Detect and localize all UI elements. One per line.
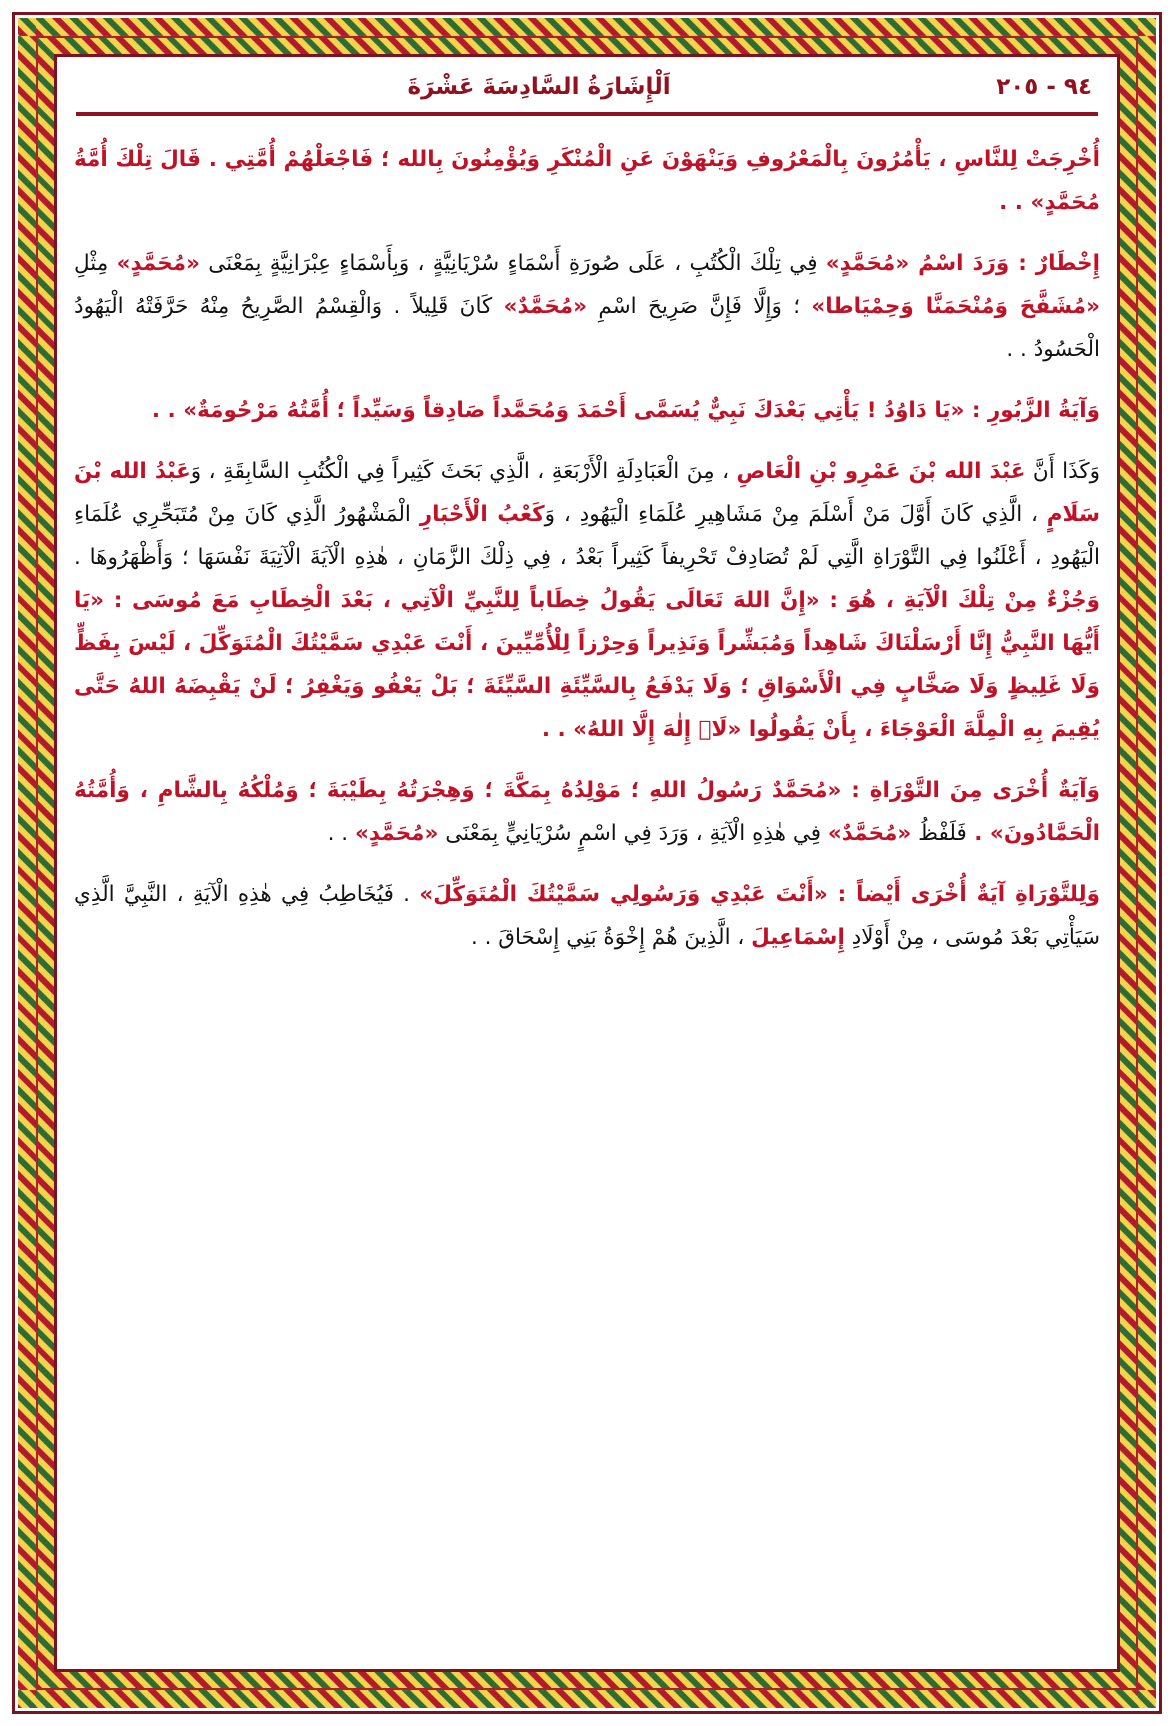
paragraph-5 <box>74 769 1100 855</box>
page-number: ٩٤ - ٢٠٥ <box>996 74 1092 100</box>
paragraph-2-name-muhammad-1: «مُحَمَّدٍ» <box>825 251 910 276</box>
paragraph-1-text: أُخْرِجَتْ لِلنَّاسِ ، يَأْمُرُونَ بِالْمَعْرُوفِ وَيَنْهَوْنَ عَنِ الْمُنْكَرِ وَيُؤْمِنُونَ بِالله ؛ فَاجْعَلْهُمْ أُمَّتِي . قَالَ تِلْكَ أُمَّةُ مُحَمَّدٍ» . . <box>74 147 1100 215</box>
paragraph-5-part-d: فِي هٰذِهِ الْآيَةِ ، وَرَدَ فِي اسْمٍ سُرْيَانِيٍّ بِمَعْنَى <box>438 821 828 846</box>
paragraph-2-part-c: فِي تِلْكَ الْكُتُبِ ، عَلَى صُورَةِ أَسْمَاءٍ سُرْيَانِيَّةٍ ، وَبِأَسْمَاءٍ عِبْرَانِيَّةٍ بِمَعْنَى <box>200 251 826 276</box>
page-content <box>52 52 1122 1674</box>
paragraph-2-part-i: كَانَ قَلِيلاً . وَالْقِسْمُ الصَّرِيحُ مِنْهُ حَرَّفَتْهُ الْيَهُودُ الْحَسُودُ . . <box>74 294 1100 362</box>
paragraph-1 <box>74 138 1100 224</box>
paragraph-2-part-g: ؛ وَإِلَّا فَإِنَّ صَرِيحَ اسْمِ <box>587 294 812 319</box>
page-title: اَلْإِشَارَةُ السَّادِسَةَ عَشْرَةَ <box>407 74 671 100</box>
paragraph-5-name-muhammad-1: «مُحَمَّدٌ» <box>827 821 912 846</box>
paragraph-4 <box>74 450 1100 751</box>
paragraph-6-part-e: ، الَّذِينَ هُمْ إِخْوَةُ بَنِي إِسْحَاقَ . . <box>470 925 752 950</box>
paragraph-4-part-a: وَكَذَا أَنَّ <box>1025 459 1101 484</box>
paragraph-2-name-muhammad-2: «مُحَمَّدٍ» <box>116 251 200 276</box>
paragraph-6 <box>74 873 1100 959</box>
paragraph-6-part-a: وَلِلتَّوْرَاةِ آيَةٌ أُخْرَى أَيْضاً : <box>827 882 1100 907</box>
paragraph-2-name-muhammad-3: «مُحَمَّدٌ» <box>503 294 588 319</box>
paragraph-2-part-a: إِخْطَارٌ : وَرَدَ اسْمُ <box>909 251 1100 276</box>
page-header <box>74 70 1100 100</box>
paragraph-5-part-f: . . <box>327 821 355 846</box>
paragraph-5-name-muhammad-2: «مُحَمَّدٍ» <box>354 821 439 846</box>
header-divider <box>76 112 1098 116</box>
paragraph-4-part-c: ، مِنَ الْعَبَادِلَةِ الْأَرْبَعَةِ ، الَّذِي بَحَثَ كَثِيراً فِي الْكُتُبِ السَّابِقَةِ ، وَ <box>190 459 737 484</box>
paragraph-3 <box>74 389 1100 432</box>
paragraph-4-name-kab-al-ahbar: كَعْبُ الْأَحْبَارِ <box>419 502 545 527</box>
paragraph-2-part-e: مِثْلِ <box>74 251 117 276</box>
paragraph-2 <box>74 242 1100 371</box>
paragraph-4-name-abdullah-ibn-amr: عَبْدَ الله بْنَ عَمْرِو بْنِ الْعَاصِ <box>736 459 1026 484</box>
paragraph-3-text: وَآيَةُ الزَّبُورِ : «يَا دَاوُدُ ! يَأْتِي بَعْدَكَ نَبِيٌّ يُسَمَّى أَحْمَدَ وَمُحَمَّداً صَادِقاً وَسَيِّداً ؛ أُمَّتُهُ مَرْحُومَةٌ» . . <box>151 398 1100 423</box>
paragraph-4-name-abdullah-ibn-salam: عَبْدُ الله بْنَ سَلَامٍ <box>74 459 1101 527</box>
paragraph-4-part-e: ، الَّذِي كَانَ أَوَّلَ مَنْ أَسْلَمَ مِنْ مَشَاهِيرِ عُلَمَاءِ الْيَهُودِ ، وَ <box>544 502 1047 527</box>
paragraph-2-syriac-names: «مُشَفَّحَ وَمُنْحَمَنَّا وَحِمْيَاطا» <box>811 294 1100 319</box>
paragraph-4-quotation: وَجُزْءٌ مِنْ تِلْكَ الْآيَةِ ، هُوَ : «إِنَّ اللهَ تَعَالَى يَقُولُ خِطَاباً لِلنَّبِيِّ الْآتِي ، بَعْدَ الْخِطَابِ مَعَ مُوسَى : «يَا أَيُّهَا النَّبِيُّ إِنَّا أَرْسَلْنَاكَ شَاهِداً وَمُبَشِّراً وَنَذِيراً وَحِرْزاً لِلْأُمِّيِّينَ ، أَنْتَ عَبْدِي سَمَّيْتُكَ الْمُتَوَكِّلَ ، لَيْسَ بِفَظٍّ وَلَا غَلِيظٍ وَلَا صَخَّابٍ فِي الْأَسْوَاقِ ؛ وَلَا يَدْفَعُ بِالسَّيِّئَةِ السَّيِّئَةَ ؛ بَلْ يَعْفُو وَيَغْفِرُ ؛ لَنْ يَقْبِضَهُ اللهُ حَتَّى يُقِيمَ بِهِ الْمِلَّةَ الْعَوْجَاءَ ، بِأَنْ يَقُولُوا «لَاۤ إِلٰهَ إِلَّا اللهُ» . . <box>74 588 1100 742</box>
paragraph-6-name-ismail: إِسْمَاعِيلَ <box>751 925 845 950</box>
paragraph-4-part-g: الْمَشْهُورُ الَّذِي كَانَ مِنْ مُتَبَحِّرِي عُلَمَاءِ الْيَهُودِ ، أَعْلَنُوا فِي التَّوْرَاةِ الَّتِي لَمْ تُصَادِفْ تَحْرِيفاً كَثِيراً بَعْدُ ، فِي ذِلْكَ الزَّمَانِ ، هٰذِهِ الْآيَةَ الْآتِيَةَ نَفْسَهَا ؛ وَأَظْهَرُوهَا . <box>74 502 1100 570</box>
paragraph-5-torah-verse: وَآيَةٌ أُخْرَى مِنَ التَّوْرَاةِ : «مُحَمَّدٌ رَسُولُ اللهِ ؛ مَوْلِدُهُ بِمَكَّةَ ؛ وَهِجْرَتُهُ بِطَيْبَةَ ؛ وَمُلْكُهُ بِالشَّامِ ، وَأُمَّتُهُ الْحَمَّادُونَ» . <box>74 778 1100 846</box>
paragraph-6-part-c: . فَيُخَاطِبُ فِي هٰذِهِ الْآيَةِ ، النَّبِيَّ الَّذِي سَيَأْتِي بَعْدَ مُوسَى ، مِنْ أَوْلَادِ <box>74 882 1100 950</box>
paragraph-6-torah-quote: «أَنْتَ عَبْدِي وَرَسُولِي سَمَّيْتُكَ الْمُتَوَكِّلَ» <box>419 882 828 907</box>
paragraph-5-part-b: فَلَفْظُ <box>911 821 967 846</box>
